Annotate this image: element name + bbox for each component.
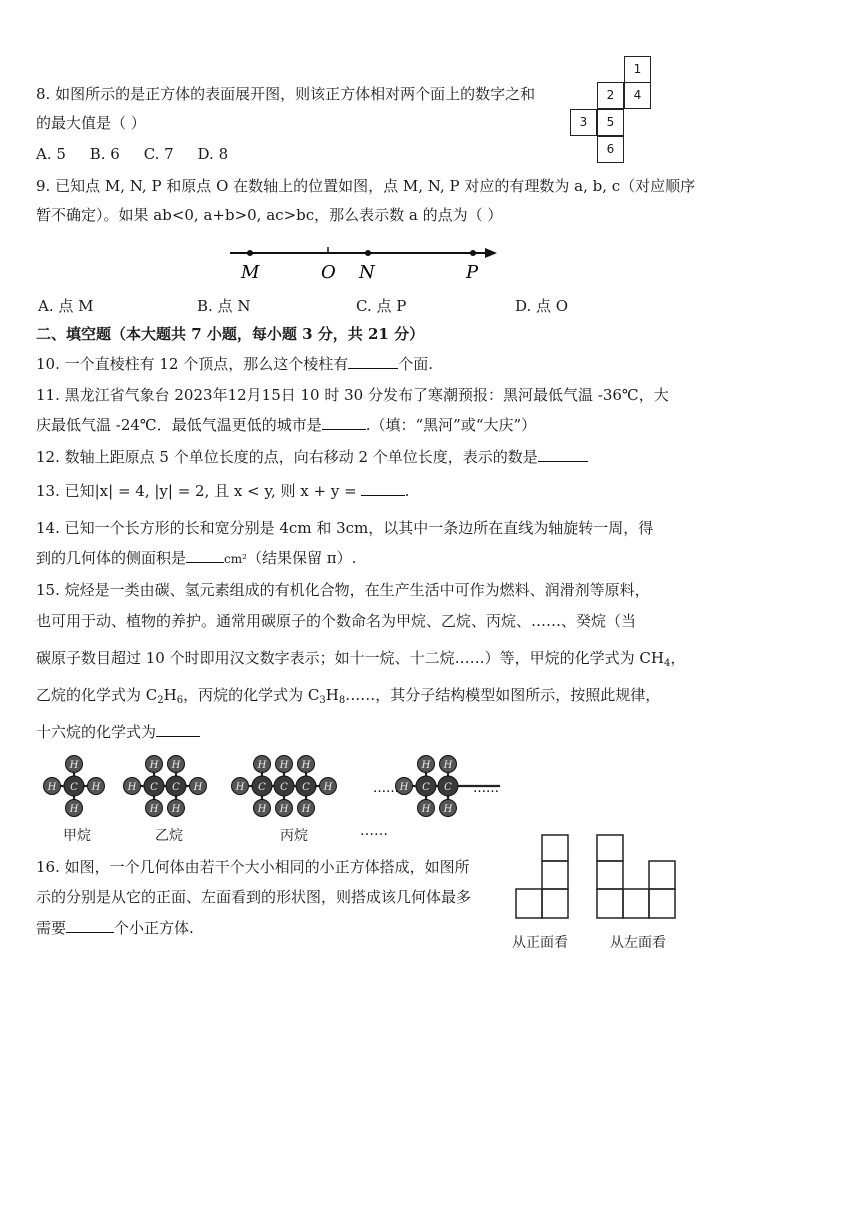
svg-text:H: H	[193, 782, 203, 793]
q12	[36, 447, 588, 467]
hydrogen-atom	[418, 756, 435, 773]
subscript: 2	[157, 695, 164, 706]
q13-text: 13. 已知|x| = 4, |y| = 2, 且 x < y, 则 x + y =	[36, 482, 357, 500]
q10-text-end: 个面.	[398, 355, 434, 373]
q9-option-b: B. 点 N	[197, 297, 251, 315]
q14-text-end: （结果保留 π）.	[246, 549, 357, 567]
svg-text:H: H	[257, 804, 267, 815]
answer-blank[interactable]	[348, 354, 398, 369]
hydrogen-atom	[232, 778, 249, 795]
svg-text:H: H	[69, 804, 79, 815]
q11-line1: 11. 黑龙江省气象台 2023年12月15日 10 时 30 分发布了寒潮预报：黑河最低气温 -36℃，大	[36, 386, 669, 404]
svg-text:C: C	[302, 782, 310, 793]
svg-text:H: H	[399, 782, 409, 793]
svg-text:H: H	[91, 782, 101, 793]
q12-text: 12. 数轴上距原点 5 个单位长度的点，向右移动 2 个单位长度，表示的数是	[36, 448, 538, 466]
q8-line2: 的最大值是（ ）	[36, 114, 146, 132]
front-view-cube	[542, 835, 568, 861]
q15-line2: 也可用于动、植物的养护。通常用碳原子的个数命名为甲烷、乙烷、丙烷、……、癸烷（当	[36, 612, 637, 630]
q9-line2: 暂不确定）。如果 ab<0, a+b>0, ac>bc，那么表示数 a 的点为（ ）	[36, 206, 503, 224]
svg-text:C: C	[280, 782, 288, 793]
q9-line1: 9. 已知点 M, N, P 和原点 O 在数轴上的位置如图，点 M, N, P 对应的有理数为 a, b, c（对应顺序	[36, 177, 696, 195]
q15-text: H	[325, 686, 339, 704]
svg-text:C: C	[422, 782, 430, 793]
caption-ethane: 乙烷	[155, 828, 183, 844]
hydrogen-atom	[146, 800, 163, 817]
answer-blank[interactable]	[66, 918, 114, 933]
carbon-atom	[274, 776, 294, 796]
net-face: 5	[597, 109, 624, 136]
svg-text:H: H	[69, 760, 79, 771]
svg-text:H: H	[257, 760, 267, 771]
hydrogen-atom	[298, 756, 315, 773]
hydrogen-atom	[146, 756, 163, 773]
svg-text:H: H	[235, 782, 245, 793]
caption-ellipsis: ……	[360, 823, 388, 839]
q9-option-c: C. 点 P	[356, 297, 407, 315]
hydrogen-atom	[124, 778, 141, 795]
q16-text: 需要	[36, 919, 67, 937]
ellipsis: ……	[373, 781, 399, 796]
net-face: 4	[624, 82, 651, 109]
point-m	[247, 250, 253, 256]
q8-options: A. 5 B. 6 C. 7 D. 8	[36, 145, 229, 163]
carbon-atom	[252, 776, 272, 796]
q9-option-d: D. 点 O	[515, 297, 569, 315]
hydrogen-atom	[418, 800, 435, 817]
svg-text:C: C	[150, 782, 158, 793]
hydrogen-atom	[320, 778, 337, 795]
label-m: M	[241, 262, 260, 283]
caption-front-view: 从正面看	[512, 935, 568, 951]
q16-line2: 示的分别是从它的正面、左面看到的形状图，则搭成该几何体最多	[36, 888, 472, 906]
hydrogen-atom	[190, 778, 207, 795]
carbon-atom	[166, 776, 186, 796]
front-view-cube	[542, 889, 568, 918]
q15-text: ，丙烷的化学式为 C	[183, 686, 320, 704]
q9-option-a: A. 点 M	[38, 297, 94, 315]
q15-text: ……，其分子结构模型如图所示，按照此规律，	[345, 686, 661, 704]
hydrogen-atom	[276, 756, 293, 773]
answer-blank[interactable]	[361, 481, 405, 496]
q13-text-end: .	[404, 482, 410, 500]
q13	[36, 481, 409, 501]
q16-line3	[36, 918, 194, 938]
net-face: 1	[624, 56, 651, 83]
hydrogen-atom	[276, 800, 293, 817]
carbon-atom	[438, 776, 458, 796]
hydrogen-atom	[66, 756, 83, 773]
hydrogen-atom	[168, 756, 185, 773]
left-view-cube	[649, 889, 675, 918]
net-face: 2	[597, 82, 624, 109]
carbon-atom	[416, 776, 436, 796]
svg-text:H: H	[171, 760, 181, 771]
caption-left-view: 从左面看	[610, 935, 666, 951]
q10-text: 10. 一个直棱柱有 12 个顶点，那么这个棱柱有	[36, 355, 349, 373]
label-n: N	[359, 262, 375, 283]
carbon-atom	[144, 776, 164, 796]
answer-blank[interactable]	[538, 447, 588, 462]
caption-propane: 丙烷	[280, 828, 308, 844]
hydrogen-atom	[440, 800, 457, 817]
number-line-figure	[225, 240, 505, 285]
label-p: P	[466, 262, 479, 283]
q16-text-end: 个小正方体.	[114, 919, 194, 937]
hydrogen-atom	[168, 800, 185, 817]
q11-line2	[36, 415, 536, 435]
cube-net-figure	[570, 56, 654, 164]
q15-line4	[36, 685, 660, 711]
q11-text: 庆最低气温 -24℃．最低气温更低的城市是	[36, 416, 322, 434]
q15-line1: 15. 烷烃是一类由碳、氢元素组成的有机化合物，在生产生活中可作为燃料、润滑剂等原料，	[36, 581, 650, 599]
point-p	[470, 250, 476, 256]
hydrogen-atom	[254, 756, 271, 773]
ellipsis: ……	[473, 781, 499, 796]
q10	[36, 354, 433, 374]
q8-line1: 8. 如图所示的是正方体的表面展开图，则该正方体相对两个面上的数字之和	[36, 85, 536, 103]
left-view-cube	[623, 889, 649, 918]
front-view-cube	[542, 861, 568, 889]
hydrogen-atom	[254, 800, 271, 817]
answer-blank[interactable]	[156, 722, 200, 737]
subscript: 3	[319, 695, 326, 706]
left-view-cube	[597, 889, 623, 918]
svg-text:H: H	[47, 782, 57, 793]
q15-line5	[36, 722, 200, 742]
svg-text:C: C	[172, 782, 180, 793]
subscript: 4	[663, 658, 671, 669]
left-view-cube	[649, 861, 675, 889]
q11-text-end: .（填：“黑河”或“大庆”）	[365, 416, 537, 434]
left-view-cube	[597, 835, 623, 861]
svg-text:H: H	[421, 804, 431, 815]
q15-text: ，	[670, 649, 686, 667]
svg-text:H: H	[443, 760, 453, 771]
svg-text:H: H	[149, 804, 159, 815]
svg-text:H: H	[149, 760, 159, 771]
svg-text:H: H	[279, 804, 289, 815]
q14-text: 到的几何体的侧面积是	[36, 549, 187, 567]
svg-text:H: H	[279, 760, 289, 771]
hydrogen-atom	[440, 756, 457, 773]
hydrogen-atom	[66, 800, 83, 817]
svg-text:C: C	[258, 782, 266, 793]
point-n	[365, 250, 371, 256]
net-face: 3	[570, 109, 597, 136]
q15-text: H	[163, 686, 177, 704]
q15-text: 乙烷的化学式为 C	[36, 686, 158, 704]
svg-text:H: H	[443, 804, 453, 815]
q15-text: 碳原子数目超过 10 个时即用汉文数字表示；如十一烷、十二烷……）等，甲烷的化学式为 CH	[36, 649, 664, 667]
carbon-atom	[296, 776, 316, 796]
section-title: 二、填空题（本大题共 7 小题，每小题 3 分，共 21 分）	[36, 325, 425, 343]
answer-blank[interactable]	[322, 415, 366, 430]
caption-methane: 甲烷	[63, 828, 91, 844]
svg-text:H: H	[171, 804, 181, 815]
answer-blank[interactable]	[186, 548, 224, 563]
number-line-arrow	[485, 248, 497, 258]
hydrogen-atom	[44, 778, 61, 795]
svg-text:H: H	[301, 804, 311, 815]
front-view-cube	[516, 889, 542, 918]
net-face: 6	[597, 136, 624, 163]
alkane-models-figure	[40, 748, 510, 828]
svg-text:H: H	[127, 782, 137, 793]
carbon-atom	[64, 776, 84, 796]
subscript: 8	[338, 695, 346, 706]
svg-text:C: C	[444, 782, 452, 793]
views-figure	[515, 834, 677, 924]
svg-text:H: H	[323, 782, 333, 793]
q15-line3	[36, 648, 685, 674]
svg-text:H: H	[301, 760, 311, 771]
label-o: O	[321, 262, 336, 283]
svg-text:C: C	[70, 782, 78, 793]
q16-line1: 16. 如图，一个几何体由若干个大小相同的小正方体搭成，如图所	[36, 858, 470, 876]
hydrogen-atom	[88, 778, 105, 795]
subscript: 6	[176, 695, 184, 706]
hydrogen-atom	[298, 800, 315, 817]
left-view-cube	[597, 861, 623, 889]
q15-text: 十六烷的化学式为	[36, 723, 157, 741]
q14-unit: cm²	[224, 552, 247, 566]
q14-line2	[36, 548, 356, 569]
q14-line1: 14. 已知一个长方形的长和宽分别是 4cm 和 3cm，以其中一条边所在直线为轴旋转一周，得	[36, 519, 654, 537]
svg-text:H: H	[421, 760, 431, 771]
